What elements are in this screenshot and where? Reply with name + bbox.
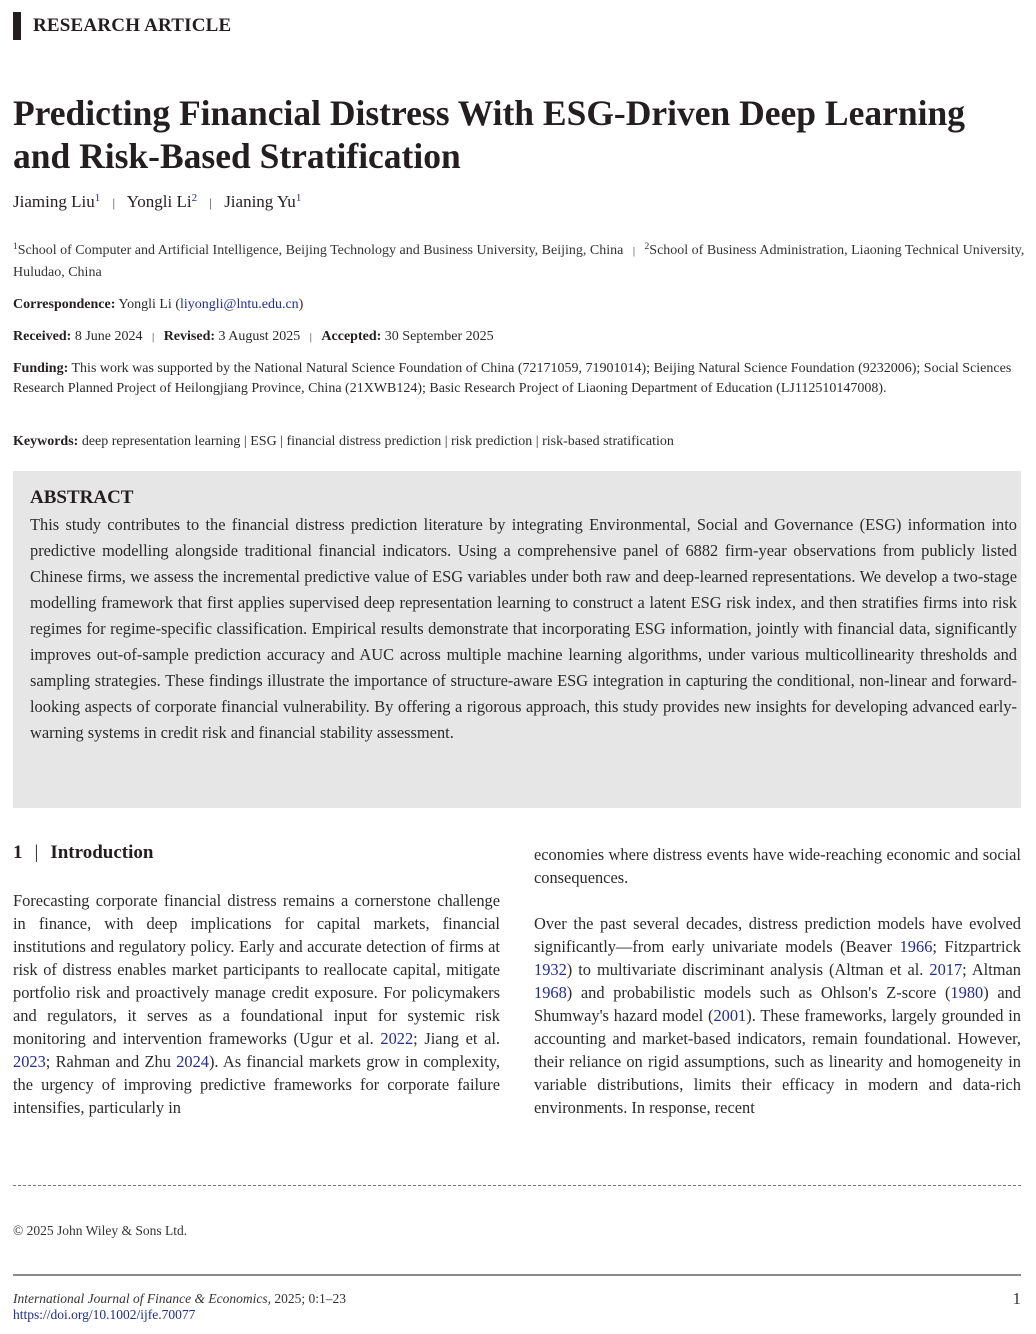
intro-paragraph-1-continued: economies where distress events have wide-reaching economic and social consequences.	[534, 845, 1021, 887]
author-list	[13, 192, 301, 212]
citation-link[interactable]: 2017	[929, 960, 963, 979]
article-type-bar	[13, 12, 21, 40]
abstract-text: This study contributes to the financial distress prediction literature by integrating Environmental, Social and Governance (ESG) information into predictive modelling alongside traditional financial indicators. Using a comprehensive panel of 6882 firm-year observations from publicly listed Chinese firms, we assess the incremental predictive value of ESG variables under both raw and deep-learned representations. We develop a two-stage modelling framework that first applies supervised deep representation learning to construct a latent ESG risk index, and then stratifies firms into risk regimes for regime-specific classification. Empirical results demonstrate that incorporating ESG information, jointly with financial data, significantly improves out-of-sample prediction accuracy and AUC across multiple machine learning algorithms, under various multicollinearity thresholds and sampling strategies. These findings illustrate the importance of structure-aware ESG integration in capturing the conditional, non-linear and forward-looking aspects of corporate financial vulnerability. By offering a rigorous approach, this study provides new insights for developing advanced early-warning systems in credit risk and financial stability assessment.	[30, 515, 1017, 742]
author-name[interactable]: Jiaming Liu	[13, 192, 95, 211]
article-title: Predicting Financial Distress With ESG-Driven Deep Learning and Risk-Based Stratification	[13, 93, 965, 176]
citation-link[interactable]: 1980	[950, 983, 984, 1002]
copyright-notice: © 2025 John Wiley & Sons Ltd.	[13, 1223, 188, 1238]
affiliation-number: 1	[13, 242, 18, 252]
citation-link[interactable]: 2024	[176, 1052, 209, 1071]
publication-dates	[13, 327, 1025, 347]
correspondence: Correspondence: Yongli Li (liyongli@lntu.edu.cn)	[13, 297, 304, 312]
funding-text: This work was supported by the National Natural Science Foundation of China (72171059, 71901014); Beijing Natural Science Foundation (9232006); Social Sciences Research Planned Project of Heilongjiang Province, China (21XWB124); Basic Research Project of Liaoning Department of Education (LJ112510147008).	[13, 361, 1012, 396]
date-separator: |	[151, 331, 155, 343]
received-label: Received:	[13, 329, 72, 344]
journal-name: International Journal of Finance & Economics,	[13, 1291, 271, 1306]
abstract-heading: ABSTRACT	[30, 487, 134, 508]
citation-link[interactable]: 2001	[713, 1006, 747, 1025]
accepted-label: Accepted:	[321, 329, 382, 344]
author-separator: |	[209, 195, 212, 210]
footnote-divider	[13, 1185, 1021, 1186]
section-separator: |	[34, 842, 39, 863]
footer-divider	[13, 1274, 1021, 1276]
page-number: 1	[1012, 1289, 1021, 1308]
revised-label: Revised:	[163, 329, 216, 344]
keywords-label: Keywords:	[13, 434, 79, 449]
author-affiliation-ref[interactable]: 2	[191, 192, 198, 204]
citation-link[interactable]: 1932	[534, 960, 567, 979]
intro-paragraph-2: Over the past several decades, distress prediction models have evolved significantly—from early univariate models (Beaver 1966; Fitzpartrick 1932) to multivariate discriminant analysis (Altman et al. 2017; Altman 1968) and probabilistic models such as Ohlson's Z-score (1980) and Shumway's hazard model (2001). These frameworks, largely grounded in accounting and market-based indicators, remain foundational. However, their reliance on rigid assumptions, such as linearity and homogeneity in variable distributions, limits their efficacy in modern and data-rich environments. In response, recent	[534, 914, 1021, 1117]
citation-link[interactable]: 2022	[380, 1029, 414, 1048]
date-separator: |	[309, 331, 312, 343]
section-heading	[13, 842, 153, 864]
correspondence-label: Correspondence:	[13, 297, 116, 312]
affiliation-number: 2	[644, 242, 650, 252]
correspondence-name: Yongli Li	[118, 297, 172, 312]
funding-statement	[13, 359, 1025, 399]
accepted-date: 30 September 2025	[384, 329, 494, 344]
affiliation-separator: |	[632, 245, 636, 257]
journal-volume-info: 2025; 0:1–23	[270, 1291, 346, 1306]
author-affiliation-ref[interactable]: 1	[295, 192, 302, 204]
affiliations	[13, 236, 1025, 284]
keywords-text: deep representation learning | ESG | financial distress prediction | risk prediction | risk-based stratification	[81, 434, 674, 449]
citation-link[interactable]: 1966	[899, 937, 933, 956]
abstract-box	[13, 471, 1021, 808]
keywords	[13, 432, 1025, 452]
author-name[interactable]: Jianing Yu	[224, 192, 296, 211]
article-type-text: RESEARCH ARTICLE	[33, 15, 232, 36]
affiliation-text: School of Business Administration, Liaoning Technical University, Huludao, China	[13, 243, 1025, 280]
revised-date: 3 August 2025	[218, 329, 301, 344]
citation-link[interactable]: 2023	[13, 1052, 46, 1071]
journal-citation	[13, 1291, 346, 1307]
doi-link[interactable]: https://doi.org/10.1002/ijfe.70077	[13, 1307, 196, 1322]
author-affiliation-ref[interactable]: 1	[94, 192, 101, 204]
correspondence-email-link[interactable]: liyongli@lntu.edu.cn	[180, 297, 299, 312]
citation-link[interactable]: 1968	[534, 983, 567, 1002]
received-date: 8 June 2024	[74, 329, 143, 344]
affiliation-text: School of Computer and Artificial Intelligence, Beijing Technology and Business University, Beijing, China	[17, 243, 624, 258]
section-title: Introduction	[50, 842, 154, 863]
funding-label: Funding:	[13, 361, 69, 376]
author-separator: |	[112, 195, 116, 210]
intro-paragraph-1: Forecasting corporate financial distress remains a cornerstone challenge in finance, with deep implications for capital markets, financial institutions and regulatory policy. Early and accurate detection of firms at risk of distress enables market participants to reallocate capital, mitigate portfolio risk and proactively manage credit exposure. For policymakers and regulators, it serves as a foundational input for systemic risk monitoring and intervention frameworks (Ugur et al. 2022; Jiang et al. 2023; Rahman and Zhu 2024). As financial markets grow in complexity, the urgency of improving predictive frameworks for corporate failure intensifies, particularly in	[13, 891, 501, 1117]
article-type-label	[13, 12, 231, 40]
author-name[interactable]: Yongli Li	[126, 192, 192, 211]
section-number: 1	[13, 842, 23, 863]
